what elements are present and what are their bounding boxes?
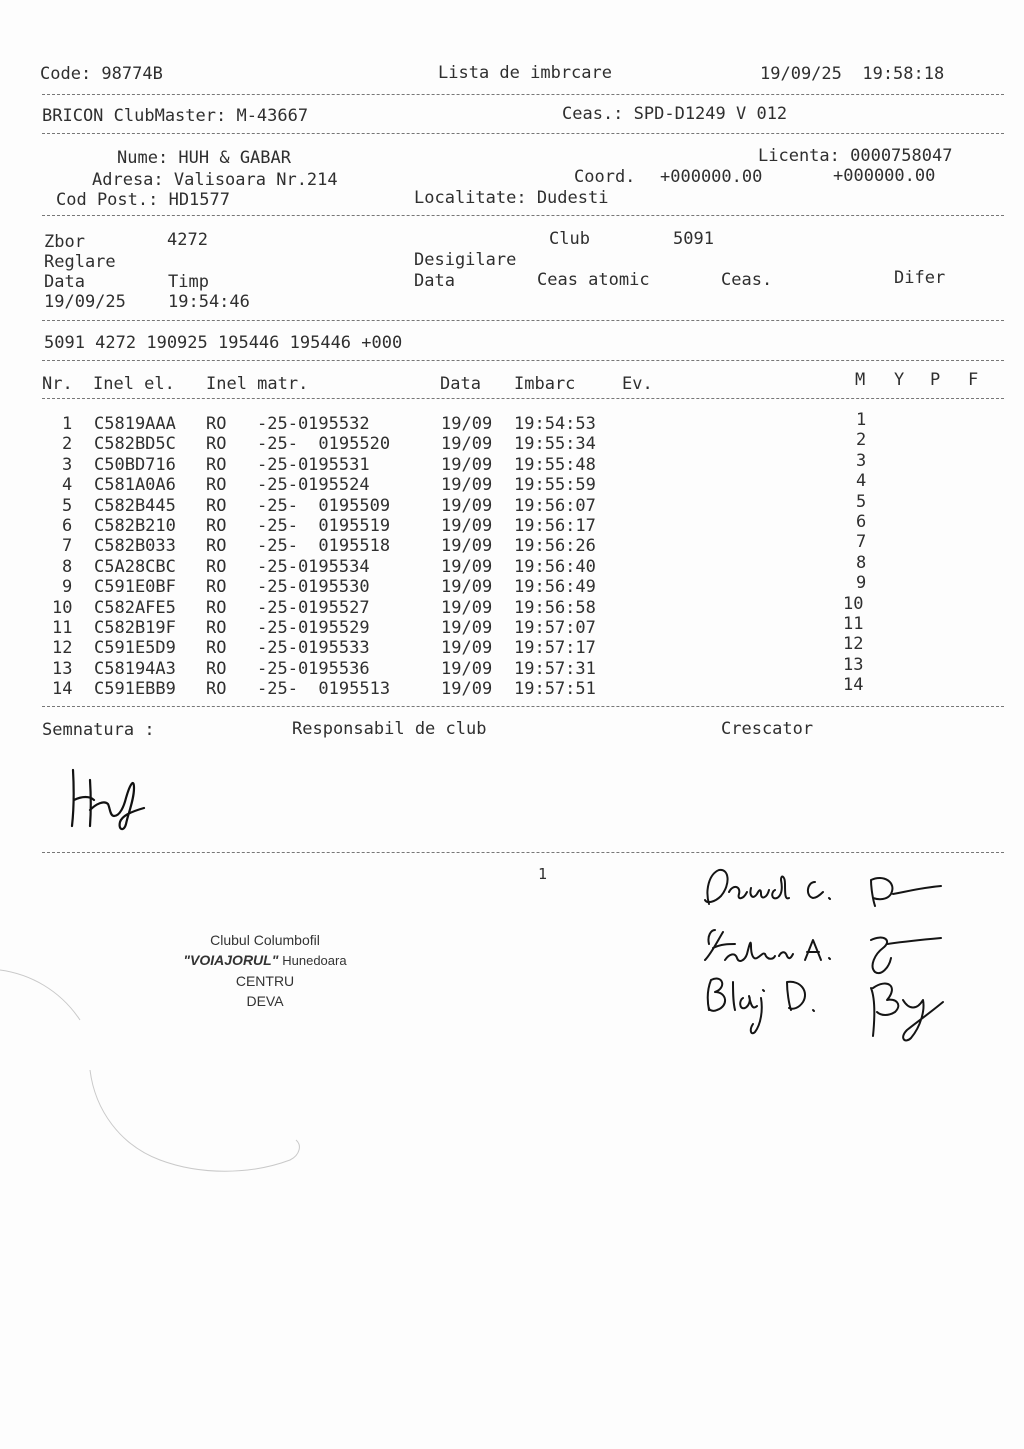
stamp-line-1: Clubul Columbofil xyxy=(210,932,320,948)
row-m: 14 xyxy=(843,675,864,696)
row-electronic-ring: C581A0A6 xyxy=(94,475,176,496)
row-country: RO xyxy=(206,536,227,557)
row-ring-number: -25-0195530 xyxy=(257,577,370,598)
print-datetime: 19/09/25 19:58:18 xyxy=(760,64,945,84)
pencil-marks xyxy=(0,960,330,1190)
license-number: Licenta: 0000758047 xyxy=(758,146,953,166)
separator xyxy=(42,852,1004,853)
document-title: Lista de imbrcare xyxy=(438,63,612,83)
separator xyxy=(42,215,1004,216)
set-date: 19/09/25 xyxy=(44,292,126,312)
row-m: 8 xyxy=(856,552,867,573)
row-arrival-time: 19:56:07 xyxy=(514,495,596,516)
coord-label: Coord. xyxy=(574,167,636,187)
row-arrival-time: 19:54:53 xyxy=(514,414,596,434)
row-arrival-time: 19:56:26 xyxy=(514,536,596,557)
row-electronic-ring: C591E5D9 xyxy=(94,638,176,659)
row-m: 12 xyxy=(843,634,864,655)
row-electronic-ring: C582B19F xyxy=(94,618,176,638)
row-ring-number: -25- 0195519 xyxy=(257,516,391,536)
row-nr: 5 xyxy=(62,495,73,516)
club-responsible-label: Responsabil de club xyxy=(292,719,487,739)
col-f: F xyxy=(968,370,979,390)
row-ring-number: -25-0195527 xyxy=(257,597,370,618)
separator xyxy=(42,398,1004,399)
bricon-label: BRICON ClubMaster: M-43667 xyxy=(42,106,309,126)
row-nr: 3 xyxy=(62,454,73,475)
row-electronic-ring: C582B033 xyxy=(94,536,176,557)
row-ring-number: -25- 0195513 xyxy=(257,679,391,700)
club-number: 5091 xyxy=(673,229,714,249)
col-ev: Ev. xyxy=(622,374,653,394)
row-country: RO xyxy=(206,475,227,496)
row-nr: 13 xyxy=(52,658,73,679)
row-country: RO xyxy=(206,495,227,516)
separator xyxy=(42,133,1004,134)
row-ring-number: -25-0195532 xyxy=(257,414,370,434)
row-date: 19/09 xyxy=(441,638,493,659)
time-label: Timp xyxy=(168,272,209,292)
separator xyxy=(42,320,1004,321)
row-electronic-ring: C58194A3 xyxy=(94,658,176,679)
row-electronic-ring: C582B210 xyxy=(94,516,176,536)
row-ring-number: -25- 0195518 xyxy=(257,536,391,557)
row-electronic-ring: C582BD5C xyxy=(94,434,176,455)
row-nr: 12 xyxy=(52,638,73,659)
row-electronic-ring: C50BD716 xyxy=(94,454,176,475)
row-country: RO xyxy=(206,679,227,700)
row-nr: 1 xyxy=(62,414,73,434)
row-country: RO xyxy=(206,618,227,638)
row-ring-number: -25-0195524 xyxy=(257,475,370,496)
row-nr: 6 xyxy=(62,516,73,536)
row-date: 19/09 xyxy=(441,414,493,434)
row-m: 5 xyxy=(856,491,867,512)
row-electronic-ring: C591E0BF xyxy=(94,577,176,598)
committee-signatures xyxy=(695,860,965,1050)
row-m: 10 xyxy=(843,593,864,614)
clock-label: Ceas.: SPD-D1249 V 012 xyxy=(562,104,788,124)
row-nr: 2 xyxy=(62,434,73,455)
row-country: RO xyxy=(206,638,227,659)
col-imbarc: Imbarc xyxy=(514,374,576,394)
date-label: Data xyxy=(44,272,85,292)
separator xyxy=(42,706,1004,707)
row-arrival-time: 19:55:34 xyxy=(514,434,596,455)
row-date: 19/09 xyxy=(441,475,493,496)
owner-address: Adresa: Valisoara Nr.214 xyxy=(92,170,338,190)
row-m: 7 xyxy=(856,532,867,553)
row-country: RO xyxy=(206,658,227,679)
separator xyxy=(42,360,1004,361)
row-m: 6 xyxy=(856,512,867,532)
row-nr: 9 xyxy=(62,577,73,598)
row-m: 4 xyxy=(856,471,867,492)
row-date: 19/09 xyxy=(441,536,493,557)
code-label: Code: 98774B xyxy=(40,64,163,84)
date-label-2: Data xyxy=(414,271,455,291)
row-arrival-time: 19:56:58 xyxy=(514,597,596,618)
stamp-city: Hunedoara xyxy=(282,953,347,968)
row-ring-number: -25-0195534 xyxy=(257,556,370,577)
row-arrival-time: 19:57:17 xyxy=(514,638,596,659)
row-date: 19/09 xyxy=(441,597,493,618)
row-country: RO xyxy=(206,414,227,434)
owner-signature xyxy=(60,760,160,835)
flight-number: 4272 xyxy=(167,230,208,250)
row-electronic-ring: C5819AAA xyxy=(94,414,176,434)
row-ring-number: -25-0195531 xyxy=(257,454,370,475)
row-country: RO xyxy=(206,556,227,577)
postal-code: Cod Post.: HD1577 xyxy=(56,190,230,210)
row-arrival-time: 19:57:31 xyxy=(514,658,596,679)
stamp-club-name: "VOIAJORUL" xyxy=(183,952,279,968)
stamp-line-3: CENTRU xyxy=(235,973,295,989)
signature-label: Semnatura : xyxy=(42,720,155,740)
set-time: 19:54:46 xyxy=(168,292,250,312)
row-date: 19/09 xyxy=(441,454,493,475)
row-nr: 14 xyxy=(52,679,73,700)
row-country: RO xyxy=(206,454,227,475)
row-arrival-time: 19:57:51 xyxy=(514,679,596,700)
row-arrival-time: 19:56:49 xyxy=(514,577,596,598)
col-inel-el: Inel el. xyxy=(93,374,175,394)
row-date: 19/09 xyxy=(441,516,493,536)
row-date: 19/09 xyxy=(441,658,493,679)
row-m: 2 xyxy=(856,430,867,451)
row-m: 1 xyxy=(856,410,867,430)
row-country: RO xyxy=(206,577,227,598)
row-date: 19/09 xyxy=(441,434,493,455)
table-row xyxy=(42,675,1002,700)
row-ring-number: -25-0195529 xyxy=(257,618,370,638)
row-country: RO xyxy=(206,516,227,536)
stamp-line-4: DEVA xyxy=(246,993,284,1009)
row-arrival-time: 19:57:07 xyxy=(514,618,596,638)
row-nr: 7 xyxy=(62,536,73,557)
locality: Localitate: Dudesti xyxy=(414,188,609,208)
row-ring-number: -25-0195533 xyxy=(257,638,370,659)
row-date: 19/09 xyxy=(441,577,493,598)
col-nr: Nr. xyxy=(42,374,73,394)
row-electronic-ring: C582AFE5 xyxy=(94,597,176,618)
desigilare-label: Desigilare xyxy=(414,250,517,270)
owner-name: Nume: HUH & GABAR xyxy=(117,148,291,168)
row-nr: 8 xyxy=(62,556,73,577)
row-date: 19/09 xyxy=(441,679,493,700)
row-electronic-ring: C582B445 xyxy=(94,495,176,516)
row-arrival-time: 19:56:40 xyxy=(514,556,596,577)
row-country: RO xyxy=(206,597,227,618)
col-y: Y xyxy=(894,370,905,390)
row-nr: 4 xyxy=(62,475,73,496)
col-m: M xyxy=(855,370,866,390)
row-ring-number: -25-0195536 xyxy=(257,658,370,679)
difference-label: Difer xyxy=(894,268,946,288)
row-electronic-ring: C5A28CBC xyxy=(94,556,176,577)
col-p: P xyxy=(930,370,941,390)
club-label: Club xyxy=(549,229,590,249)
atomic-clock-label: Ceas atomic xyxy=(537,270,650,290)
row-date: 19/09 xyxy=(441,556,493,577)
row-arrival-time: 19:56:17 xyxy=(514,516,596,536)
flight-label: Zbor xyxy=(44,232,85,252)
row-nr: 10 xyxy=(52,597,73,618)
col-data: Data xyxy=(440,374,481,394)
row-ring-number: -25- 0195509 xyxy=(257,495,391,516)
clock-col-label: Ceas. xyxy=(721,270,773,290)
reglare-label: Reglare xyxy=(44,252,116,272)
row-electronic-ring: C591EBB9 xyxy=(94,679,176,700)
code-line: 5091 4272 190925 195446 195446 +000 xyxy=(44,333,403,353)
row-ring-number: -25- 0195520 xyxy=(257,434,391,455)
coord-x: +000000.00 xyxy=(660,167,763,187)
table-header xyxy=(42,370,1002,394)
row-nr: 11 xyxy=(52,618,73,638)
separator xyxy=(42,94,1004,95)
col-inel-matr: Inel matr. xyxy=(206,374,309,394)
breeder-label: Crescator xyxy=(721,719,814,739)
coord-y: +000000.00 xyxy=(833,166,936,186)
row-m: 3 xyxy=(856,450,867,471)
row-date: 19/09 xyxy=(441,495,493,516)
row-arrival-time: 19:55:48 xyxy=(514,454,596,475)
row-country: RO xyxy=(206,434,227,455)
row-arrival-time: 19:55:59 xyxy=(514,475,596,496)
row-m: 13 xyxy=(843,654,864,675)
row-m: 9 xyxy=(856,573,867,594)
row-date: 19/09 xyxy=(441,618,493,638)
page-number: 1 xyxy=(538,865,548,883)
row-m: 11 xyxy=(843,614,864,634)
